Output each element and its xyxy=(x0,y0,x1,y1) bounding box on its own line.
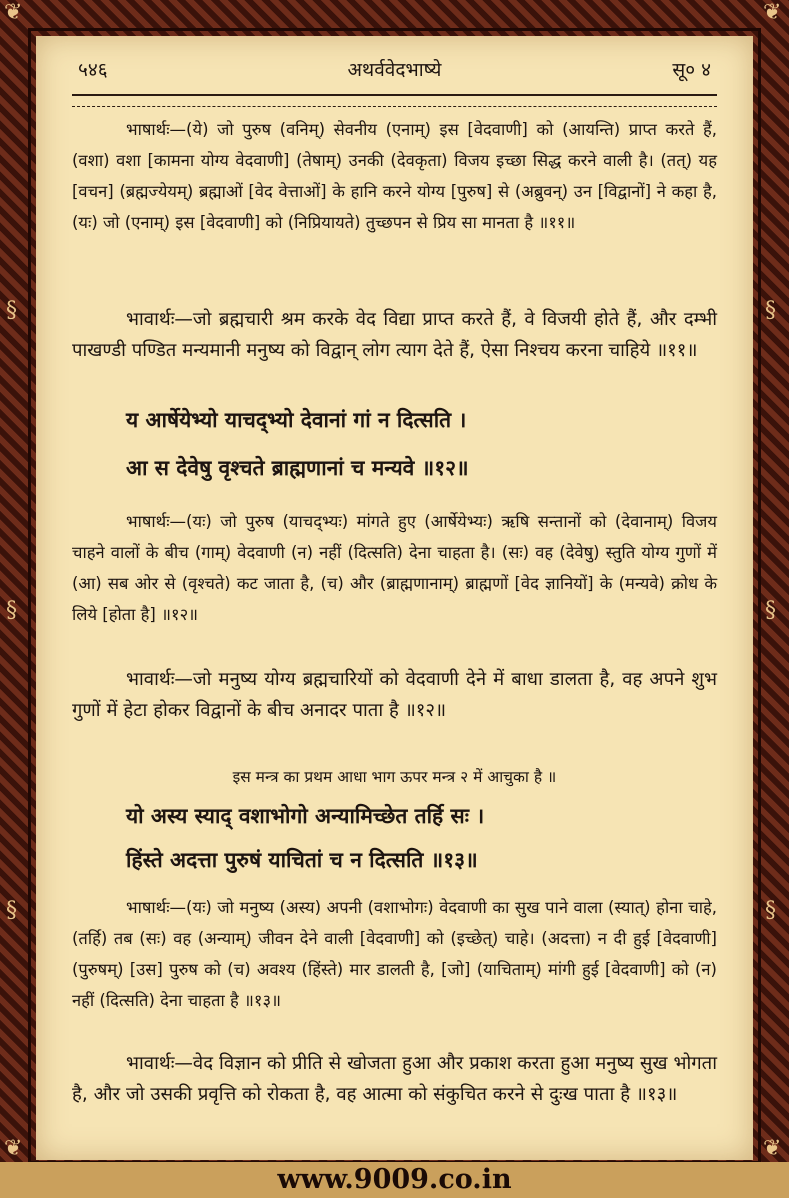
bhavarth-paragraph: भावार्थः—जो ब्रह्मचारी श्रम करके वेद विद्या प्राप्त करते हैं, वे विजयी होते हैं, और दम्भी पाखण्डी पण्डित मन्यमानी मनुष्य को विद्वान् लोग त्याग देते हैं, ऐसा निश्चय करना चाहिये ॥११॥ xyxy=(72,309,717,361)
bhavarth-paragraph: भावार्थः—जो मनुष्य योग्य ब्रह्मचारियों को वेदवाणी देने में बाधा डालता है, वह अपने शुभ गुणों में हेटा होकर विद्वानों के बीच अनादर पाता है ॥१२॥ xyxy=(72,669,717,721)
bhavarth-13 xyxy=(72,1048,717,1110)
mantra-12 xyxy=(72,402,717,486)
header-rule xyxy=(72,94,717,107)
bhasharth-paragraph: भाषार्थः—(यः) जो पुरुष (याचद्भ्यः) मांगते हुए (आर्षेयेभ्यः) ऋषि सन्तानों को (देवानाम्) विजय चाहने वालों के बीच (गाम्) वेदवाणी (न) नहीं (दित्सति) देना चाहता है। (सः) वह (देवेषु) स्तुति योग्य गुणों में (आ) सब ओर से (वृश्चते) कट जाता है, (च) और (ब्राह्मणानाम्) ब्राह्मणों [वेद ज्ञानियों] के (मन्यवे) क्रोध के लिये [होता है] ॥१२॥ xyxy=(72,512,717,624)
bhasharth-paragraph: भाषार्थः—(ये) जो पुरुष (वनिम्) सेवनीय (एनाम्) इस [वेदवाणी] को (आयन्ति) प्राप्त करते हैं, (वशा) वशा [कामना योग्य वेदवाणी] (तेषाम्) उनकी (देवकृता) विजय इच्छा सिद्ध करने वाली है। (तत्) यह [वचन] (ब्रह्मज्येयम्) ब्रह्माओं [वेद वेत्ताओं] के हानि करने योग्य [पुरुष] से (अब्रुवन्) उन [विद्वानों] ने कहा है, (यः) जो (एनाम्) इस [वेदवाणी] को (निप्रियायते) तुच्छपन से प्रिय सा मानता है ॥११॥ xyxy=(72,120,717,232)
bhavarth-paragraph: भावार्थः—वेद विज्ञान को प्रीति से खोजता हुआ और प्रकाश करता हुआ मनुष्य सुख भोगता है, और जो उसकी प्रवृत्ति को रोकता है, वह आत्मा को संकुचित करने से दुःख पाता है ॥१३॥ xyxy=(72,1053,717,1105)
site-watermark: www.9009.co.in xyxy=(0,1162,789,1198)
side-swirl-icon: § xyxy=(765,298,776,323)
sukta-label: सू० ४ xyxy=(672,59,711,81)
page-header xyxy=(72,56,717,86)
mantra-line: हिंस्ते अदत्ता पुरुषं याचितां च न दित्सति ॥१३॥ xyxy=(126,847,478,872)
bhavarth-12 xyxy=(72,664,717,726)
mantra-line: आ स देवेषु वृश्चते ब्राह्मणानां च मन्यवे ॥१२॥ xyxy=(126,455,469,480)
side-swirl-icon: § xyxy=(6,598,17,623)
corner-swirl-icon: ❦ xyxy=(4,1136,23,1161)
mantra-note xyxy=(72,764,717,790)
mantra-13 xyxy=(72,798,717,878)
commentary-13 xyxy=(72,892,717,1016)
mantra-line: यो अस्य स्याद् वशाभोगो अन्यामिच्छेत तर्हि सः । xyxy=(126,803,485,828)
commentary-12 xyxy=(72,506,717,630)
side-swirl-icon: § xyxy=(6,298,17,323)
bhavarth-11 xyxy=(72,304,717,366)
side-swirl-icon: § xyxy=(6,898,17,923)
corner-swirl-icon: ❦ xyxy=(4,0,23,25)
commentary-11 xyxy=(72,114,717,238)
corner-swirl-icon: ❦ xyxy=(763,1136,782,1161)
note-line: इस मन्त्र का प्रथम आधा भाग ऊपर मन्त्र २ में आचुका है ॥ xyxy=(232,768,557,786)
corner-swirl-icon: ❦ xyxy=(763,0,782,25)
book-title: अथर्ववेदभाष्ये xyxy=(347,59,442,81)
mantra-line: य आर्षेयेभ्यो याचद्भ्यो देवानां गां न दित्सति । xyxy=(126,407,467,432)
page-number: ५४६ xyxy=(78,59,108,81)
side-swirl-icon: § xyxy=(765,598,776,623)
bhasharth-paragraph: भाषार्थः—(यः) जो मनुष्य (अस्य) अपनी (वशाभोगः) वेदवाणी का सुख पाने वाला (स्यात्) होना चाहे, (तर्हि) तब (सः) वह (अन्याम्) जीवन देने वाली [वेदवाणी] को (इच्छेत्) चाहे। (अदत्ता) न दी हुई [वेदवाणी] (पुरुषम्) [उस] पुरुष को (च) अवश्य (हिंस्ते) मार डालती है, [जो] (याचिताम्) मांगी हुई [वेदवाणी] को (न) नहीं (दित्सति) देना चाहता है ॥१३॥ xyxy=(72,898,717,1010)
side-swirl-icon: § xyxy=(765,898,776,923)
book-page xyxy=(36,36,753,1160)
